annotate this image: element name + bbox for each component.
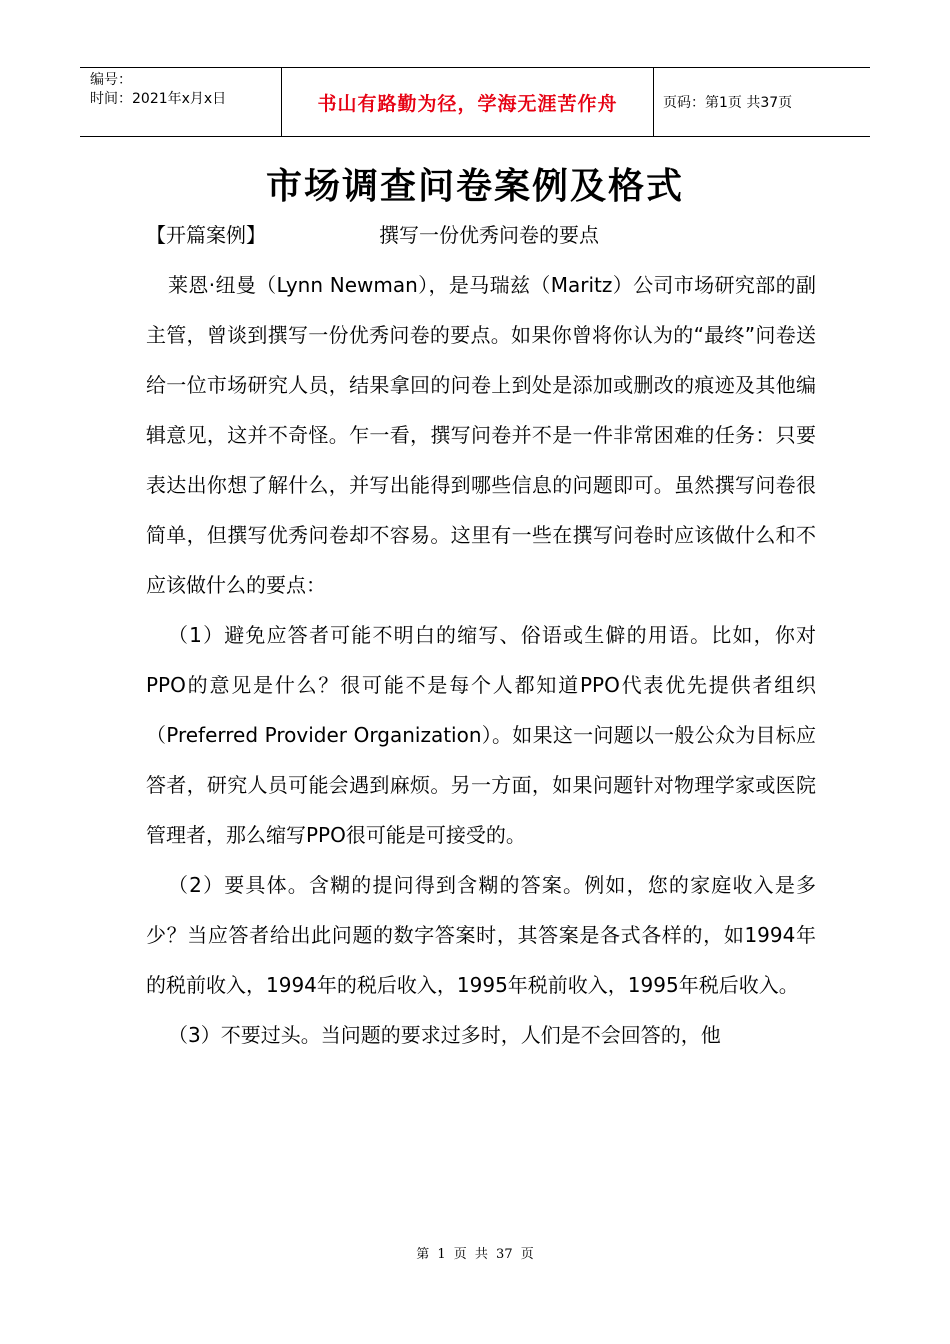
paragraph-point-2: （2）要具体。含糊的提问得到含糊的答案。例如，您的家庭收入是多少？当应答者给出此问题的数字答案时，其答案是各式各样的，如1994年的税前收入，1994年的税后收入，1995年税前收入，1995年税后收入。 (146, 873, 816, 997)
body-text (146, 260, 816, 1060)
page-footer: 第 1 页 共 37 页 (416, 1247, 534, 1262)
paragraph-point-1: （1）避免应答者可能不明白的缩写、俗语或生僻的用语。比如，你对PPO的意见是什么？很可能不是每个人都知道PPO代表优先提供者组织（Preferred Provider Organization）。如果这一问题以一般公众为目标应答者，研究人员可能会遇到麻烦。另一方面，如果问题针对物理学家或医院管理者，那么缩写PPO很可能是可接受的。 (146, 623, 816, 847)
header-motto: 书山有路勤为径，学海无涯苦作舟 (281, 68, 654, 136)
paragraph-intro: 莱恩·纽曼（Lynn Newman），是马瑞兹（Maritz）公司市场研究部的副主管，曾谈到撰写一份优秀问卷的要点。如果你曾将你认为的“最终”问卷送给一位市场研究人员，结果拿回的问卷上到处是添加或删改的痕迹及其他编辑意见，这并不奇怪。乍一看，撰写问卷并不是一件非常困难的任务：只要表达出你想了解什么，并写出能得到哪些信息的问题即可。虽然撰写问卷很简单，但撰写优秀问卷却不容易。这里有一些在撰写问卷时应该做什么和不应该做什么的要点： (146, 273, 816, 597)
case-subtitle: 撰写一份优秀问卷的要点 (379, 223, 599, 247)
case-heading (146, 220, 846, 250)
time-label: 时间：2021年x月x日 (90, 91, 227, 107)
serial-label: 编号： (90, 72, 132, 88)
document-header (80, 67, 870, 137)
page-title: 市场调查问卷案例及格式 (265, 165, 684, 207)
header-page-info: 页码：第1页 共37页 (663, 95, 793, 111)
header-meta (80, 68, 281, 136)
paragraph-point-3: （3）不要过头。当问题的要求过多时，人们是不会回答的，他 (168, 1023, 721, 1047)
case-tag: 【开篇案例】 (146, 223, 266, 247)
